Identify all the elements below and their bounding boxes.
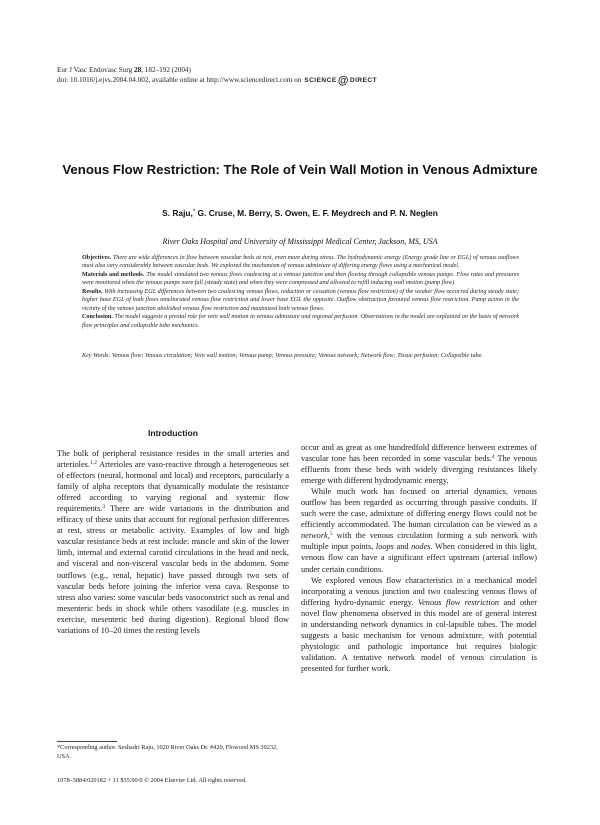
abstract-methods — [82, 271, 519, 288]
text-run: There are wide variations in the distribution and efficacy of these units that account for regional perfusion differences at rest, stress or metabolic activity. Examples of low and high vascular resistance beds at rest include: muscle and skin of the lower limb, internal and external carotid circulations in the head and neck, and visceral and non-visceral vascular beds in the abdomen. Some outflows (e.g., renal, hepatic) have passed through two sets of vascular beds before joining the inferior vena cava. Response to stress also varies: some vascular beds vasoconstrict such as renal and mesenteric beds in shock while others vasodilate (e.g. muscles in exercise, mesenteric bed during digestion). Regional blood flow variations of 10–20 times the resting levels — [57, 504, 289, 635]
methods-text: The model simulated two venous flows coalescing at a venous junction and then flowing through collapsible venous pumps. Flow rates and pressures were monitored when the venous pumps were full (steady state) and when they were compressed and allowed to refill inducing wall motion (pump flow). — [82, 271, 519, 287]
text-run: with the venous circulation forming a sub network with multiple input points, — [301, 531, 537, 552]
results-text: With increasing EGL differences between two coalescing venous flows, reduction or cessation (venous flow restriction) of the weaker flow occurred during steady state; higher base EGL of both flows ameliorated venous flow restriction and lower base EGL the opposite. Outflow obstruction favoured venous flow restriction. Pump action in the vicinity of the venous junction abolished venous flow restriction and maximized both venous flows. — [82, 288, 519, 312]
citation-ref: 1,2 — [89, 460, 97, 467]
article-title: Venous Flow Restriction: The Role of Vein Wall Motion in Venous Admixture — [62, 162, 538, 177]
emphasis-loops: loops — [375, 542, 394, 552]
objectives-label: Objectives. — [82, 255, 112, 261]
abstract-conclusion — [82, 313, 519, 330]
intro-paragraph-1 — [57, 448, 289, 636]
footnote-divider — [57, 741, 117, 742]
journal-name: Eur J Vasc Endovasc Surg — [57, 66, 133, 74]
journal-pages: , 182–192 (2004) — [141, 66, 191, 74]
text-run: occur and as great as one hundredfold difference between extremes of vascular tone has been recorded in some vascular beds. — [301, 443, 537, 464]
logo-right-text: DIRECT — [349, 77, 378, 84]
text-run: and — [393, 542, 412, 552]
journal-volume: 28 — [134, 66, 142, 74]
citation-ref: 5 — [329, 531, 333, 538]
text-run: The venous effluents from these beds with widely diverging resistances likely emerge with different hydrodynamic energy. — [301, 454, 538, 486]
emphasis-venous-flow-restriction: Venous flow restriction — [417, 597, 499, 607]
keywords: Key Words: Venous flow; Venous circulation; Vein wall motion; Venous pump; Venous pressure; Venous network; Network flow; Tissue perfusion; Collapsible tube. — [82, 353, 483, 359]
methods-label: Materials and methods. — [82, 271, 145, 278]
affiliation: River Oaks Hospital and University of Mississippi Medical Center, Jackson, MS, USA — [162, 237, 438, 246]
body-column-left — [57, 428, 289, 636]
text-run: When considered in this light, venous flow can have a significant effect upstream (arterial inflow) under certain conditions. — [301, 542, 537, 574]
intro-paragraph-3 — [301, 575, 537, 674]
body-column-right — [301, 442, 537, 674]
citation-ref: 4 — [491, 454, 495, 461]
sciencedirect-logo — [304, 75, 378, 87]
first-author: S. Raju, — [162, 208, 193, 218]
conclusion-label: Conclusion. — [82, 314, 113, 321]
section-heading-introduction: Introduction — [147, 428, 199, 438]
copyright-line: 1078–5884/020182 + 11 $35.00/0 © 2004 Elsevier Ltd. All rights reserved. — [57, 777, 247, 784]
abstract-results — [82, 288, 519, 313]
objectives-text: There are wide differences in flow between vascular beds at rest, even more during stress. The hydrodynamic energy (Energy grade line or EGL) of venous outflows must also vary considerably between vascular beds. We explored the mechanism of venous admixture of differing energy flows using a mechanical model. — [82, 255, 519, 270]
text-run: While much work has focused on arterial dynamics, venous outflow has been regarded as occurring through passive conduits. If such were the case, admixture of differing energy flows could not be efficiently accommodated. The human circulation can be viewed as a — [301, 487, 537, 530]
intro-paragraph-2 — [301, 486, 537, 574]
logo-at-symbol: @ — [337, 75, 349, 87]
emphasis-nodes: nodes. — [411, 542, 433, 552]
intro-paragraph-1-continued — [301, 442, 537, 486]
author-list — [60, 208, 540, 219]
co-authors: G. Cruse, M. Berry, S. Owen, E. F. Meydrech and P. N. Neglen — [197, 208, 438, 218]
corresponding-author-mark: * — [192, 209, 196, 215]
logo-left-text: SCIENCE — [304, 77, 337, 84]
emphasis-network: network, — [301, 531, 330, 541]
journal-citation — [57, 65, 557, 75]
journal-header — [57, 65, 557, 86]
text-run: We explored venous flow characteristics in a mechanical model incorporating a venous junction and two coalescing venous flows of differing hydro-dynamic energy. — [301, 575, 537, 607]
abstract-objectives — [82, 254, 519, 271]
text-run: Arterioles are vaso-reactive through a heterogeneous set of effectors (neural, hormonal and local) and receptors, particularly a family of alpha receptors that dynamically modulate the resistance offered according to varying regional and systemic flow requirements. — [57, 460, 289, 514]
doi-line — [57, 75, 557, 86]
results-label: Results. — [82, 288, 103, 295]
citation-ref: 3 — [102, 504, 106, 511]
text-run: The bulk of peripheral resistance resides in the small arteries and arterioles. — [57, 449, 289, 470]
abstract — [82, 254, 519, 330]
doi-text: doi: 10.1016/j.ejvs.2004.04.002, available online at http://www.sciencedirect.com on — [57, 76, 302, 84]
conclusion-text: The model suggests a pivotal role for vein wall motion in venous admixture and regional perfusion. Observations in the model are explained on the basis of network flow principles and collapsible tube mechanics. — [82, 314, 519, 329]
corresponding-author-footnote: *Corresponding author. Seshadri Raju, 1020 River Oaks Dr. #420, Flowood MS 39232, USA. — [57, 744, 278, 760]
text-run: and other novel flow phenomena observed in this model are of general interest in understanding network dynamics in col-lapsible tubes. The model suggests a basic mechanism for venous admixture, with potential physiologic and pathologic importance but requires biologic validation. A tentative network model of venous circulation is presented for further work. — [301, 597, 537, 673]
